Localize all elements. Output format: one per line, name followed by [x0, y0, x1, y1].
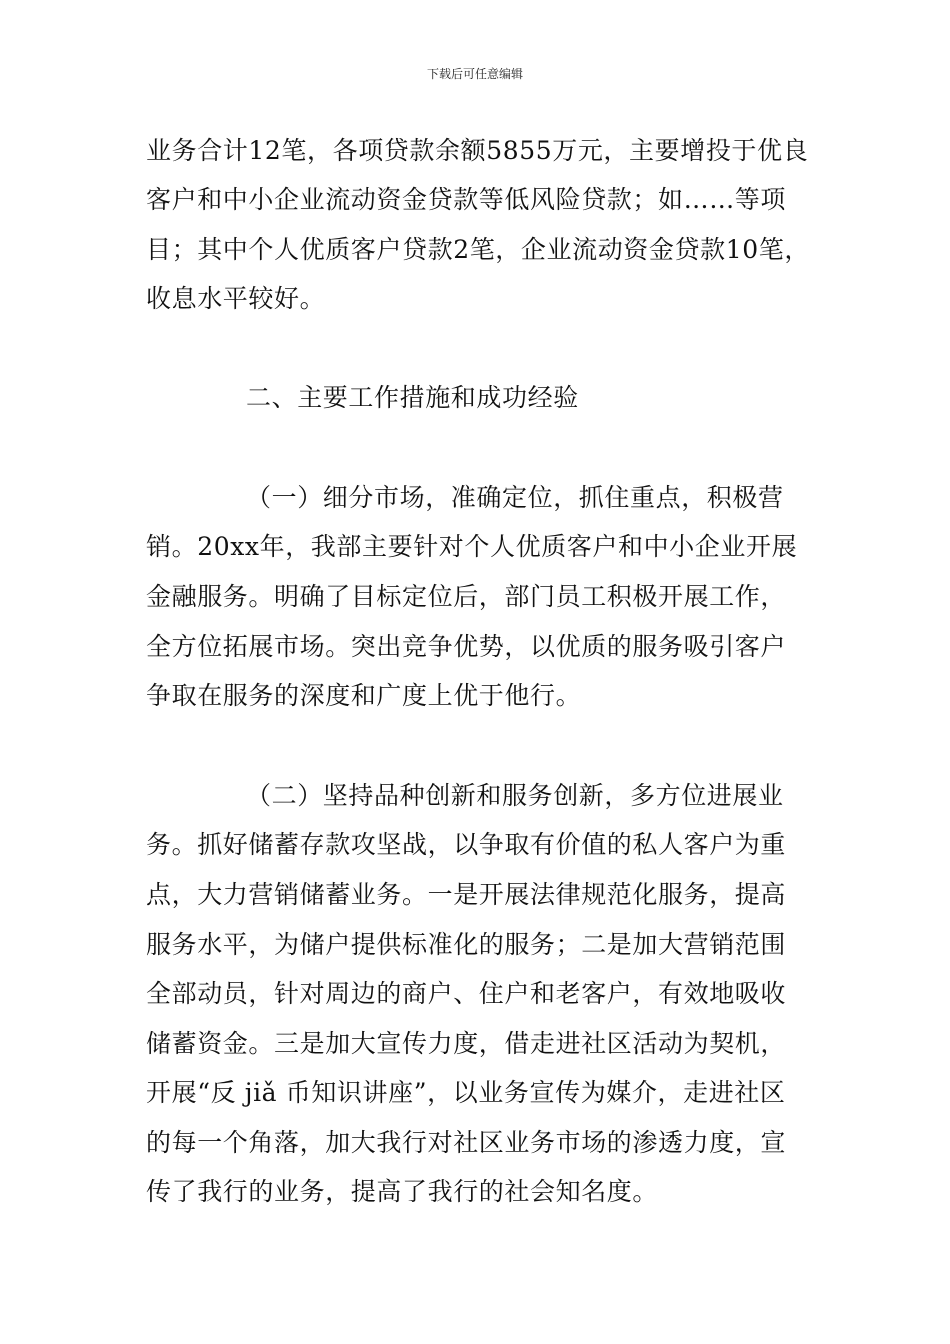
paragraph-line: （一）细分市场，准确定位，抓住重点，积极营 — [246, 483, 784, 512]
paragraph-line: 金融服务。明确了目标定位后，部门员工积极开展工作， — [146, 582, 787, 611]
paragraph-line: 目；其中个人优质客户贷款2笔，企业流动资金贷款10笔， — [146, 235, 810, 264]
paragraph-line: 务。抓好储蓄存款攻坚战，以争取有价值的私人客户为重 — [146, 830, 787, 859]
paragraph-line: 全方位拓展市场。突出竞争优势，以优质的服务吸引客户 — [146, 632, 787, 661]
page-header: 下载后可任意编辑 — [426, 67, 523, 81]
paragraph-line: 收息水平较好。 — [146, 284, 326, 313]
paragraph-line: 储蓄资金。三是加大宣传力度，借走进社区活动为契机， — [146, 1029, 787, 1058]
paragraph-line: 的每一个角落，加大我行对社区业务市场的渗透力度，宣 — [146, 1128, 787, 1157]
paragraph-line: 客户和中小企业流动资金贷款等低风险贷款；如……等项 — [146, 185, 787, 214]
paragraph-line: 传了我行的业务，提高了我行的社会知名度。 — [146, 1177, 659, 1206]
paragraph-line: 服务水平，为储户提供标准化的服务；二是加大营销范围 — [146, 930, 787, 959]
section-heading: 二、主要工作措施和成功经验 — [246, 383, 579, 412]
paragraph-line: 销。20xx年，我部主要针对个人优质客户和中小企业开展 — [146, 532, 798, 561]
paragraph-line: （二）坚持品种创新和服务创新，多方位进展业 — [246, 781, 784, 810]
paragraph-line: 全部动员，针对周边的商户、住户和老客户，有效地吸收 — [146, 979, 787, 1008]
paragraph-line: 点，大力营销储蓄业务。一是开展法律规范化服务，提高 — [146, 880, 787, 909]
paragraph-line: 开展“反 jiǎ 币知识讲座”，以业务宣传为媒介，走进社区 — [146, 1078, 786, 1107]
paragraph-line: 业务合计12笔，各项贷款余额5855万元，主要增投于优良 — [146, 136, 809, 165]
paragraph-line: 争取在服务的深度和广度上优于他行。 — [146, 681, 582, 710]
